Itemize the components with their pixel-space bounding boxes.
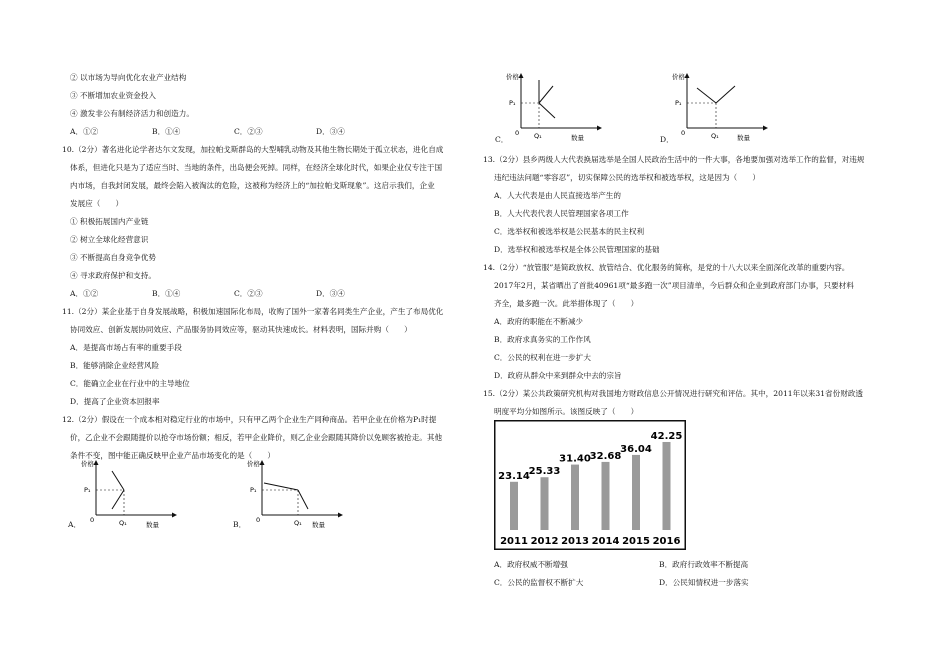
graph-d	[672, 70, 770, 142]
qty-label: 数量	[737, 134, 750, 142]
q1-label: Q₁	[534, 132, 542, 140]
curve-lower	[539, 103, 555, 118]
q9-option-a: A．①②	[70, 127, 99, 136]
qty-label: 数量	[146, 521, 159, 529]
qty-label: 数量	[571, 134, 584, 142]
bar-2013	[571, 465, 579, 530]
q9-option-c: C．②③	[234, 127, 263, 136]
bar-2012	[541, 477, 549, 530]
q10-option-d: D．③④	[316, 289, 345, 298]
q13-option-b: B．人大代表代表人民管理国家各项工作	[494, 209, 629, 218]
p1-label: P₁	[509, 99, 516, 107]
price-label: 价格	[672, 73, 685, 81]
q14-line-2: 2017年2月，某省晒出了首批40961项“最多跑一次”项目清单，今后群众和企业到政府部门办事，只要材料	[494, 281, 854, 290]
price-label: 价格	[506, 73, 519, 81]
q11-line-2: 协同效应、创新发展协同效应、产品服务协同效应等，驱动其快速成长。材料表明，国际并购（ ）	[70, 325, 412, 334]
graph-c-label: C．	[495, 135, 509, 144]
q10-line-2: 体系，但进化只是为了适应当时、当地的条件，出岛便会死掉。同样，在经济全球化时代，如果企业仅专注于国	[70, 163, 443, 172]
origin-label: 0	[90, 516, 95, 524]
q10-item-3: ③ 不断提高自身竞争优势	[70, 253, 156, 262]
q1-label: Q₁	[119, 519, 127, 527]
p1-label: P₁	[250, 486, 257, 494]
q13-option-d: D．选举权和被选举权是全体公民管理国家的基础	[494, 245, 660, 254]
value-label-2015: 36.04	[620, 443, 652, 455]
q11-option-a: A．是提高市场占有率的重要手段	[70, 343, 182, 352]
q10-option-b: B．①④	[152, 289, 181, 298]
graph-c	[506, 70, 604, 142]
q14-option-a: A．政府的职能在不断减少	[494, 317, 584, 326]
category-label-2016: 2016	[652, 536, 681, 547]
curve-left	[697, 88, 716, 103]
bar-2014	[602, 462, 610, 530]
q10-item-1: ① 积极拓展国内产业链	[70, 217, 149, 226]
bar-2011	[510, 482, 518, 530]
curve-branch	[539, 86, 553, 103]
category-label-2013: 2013	[561, 536, 589, 547]
curve-upper	[112, 471, 124, 490]
q10-option-c: C．②③	[234, 289, 263, 298]
graph-a	[81, 457, 179, 529]
q11-option-b: B．能够消除企业经营风险	[70, 361, 160, 370]
price-label: 价格	[247, 460, 260, 468]
graph-b-label: B．	[233, 520, 247, 529]
q14-option-c: C．公民的权利在进一步扩大	[494, 353, 591, 362]
curve-lower	[298, 490, 308, 509]
q9-item-2: ② 以市场为导向优化农业产业结构	[70, 73, 187, 82]
price-label: 价格	[81, 460, 94, 468]
q9-option-d: D．③④	[316, 127, 345, 136]
p1-label: P₁	[675, 99, 682, 107]
q15-line-1: 15.（2分）某公共政策研究机构对我国地方财政信息公开情况进行研究和评估。其中，2011年以来31省份财政透	[483, 389, 864, 398]
value-label-2013: 31.40	[559, 453, 591, 465]
value-label-2016: 42.25	[650, 430, 683, 442]
q15-option-b: B．政府行政效率不断提高	[659, 560, 749, 569]
p1-label: P₁	[84, 486, 91, 494]
curve-lower	[112, 490, 124, 509]
category-label-2011: 2011	[500, 536, 528, 547]
q10-line-4: 发展应（ ）	[70, 199, 124, 208]
q9-item-3: ③ 不断增加农业资金投入	[70, 91, 156, 100]
q1-label: Q₁	[711, 132, 719, 140]
bar-2016	[663, 442, 671, 530]
graph-a-label: A．	[68, 520, 82, 529]
q1-label: Q₁	[294, 519, 302, 527]
q9-option-b: B．①④	[152, 127, 181, 136]
category-label-2015: 2015	[622, 536, 650, 547]
q13-option-c: C．选举权和被选举权是公民基本的民主权利	[494, 227, 645, 236]
q15-option-c: C．公民的监督权不断扩大	[494, 578, 584, 587]
q15-option-a: A．政府权威不断增强	[494, 560, 568, 569]
bar-2015	[632, 455, 640, 530]
q13-option-a: A．人大代表是由人民直接选举产生的	[494, 191, 621, 200]
q11-option-d: D．提高了企业资本回报率	[70, 397, 160, 406]
value-label-2014: 32.68	[589, 450, 622, 462]
q10-line-1: 10.（2分）著名进化论学者达尔文发现，加拉帕戈斯群岛的大型哺乳动物及其他生物长期处于孤立状态，进化自成	[62, 145, 444, 154]
q14-option-b: B．政府求真务实的工作作风	[494, 335, 591, 344]
q12-line-1: 12.（2分）假设在一个成本相对稳定行业的市场中，只有甲乙两个企业生产同种商品。若甲企业在价格为P₁时提	[62, 415, 437, 424]
q11-option-c: C．能确立企业在行业中的主导地位	[70, 379, 190, 388]
q13-line-1: 13.（2分）县乡两级人大代表换届选举是全国人民政治生活中的一件大事，各地要加强对选举工作的监督，对违规	[483, 155, 865, 164]
value-label-2011: 23.14	[498, 470, 530, 482]
graph-b	[247, 457, 345, 529]
q12-line-3: 条件不变，图中能正确反映甲企业产品市场变化的是（ ）	[70, 451, 276, 460]
q10-line-3: 内市场，自我封闭发展，最终会陷入被淘汰的危险，这被称为经济上的“加拉帕戈斯现象”。这启示我们，企业	[70, 181, 435, 190]
category-label-2014: 2014	[591, 536, 620, 547]
curve-right	[716, 86, 735, 103]
origin-label: 0	[681, 129, 686, 137]
graph-d-label: D．	[660, 135, 674, 144]
q11-line-1: 11.（2分）某企业基于自身发展战略，积极加速国际化布局，收购了国外一家著名同类生产企业，产生了布局优化	[62, 307, 444, 316]
q13-line-2: 违纪违法问题“零容忍”，切实保障公民的选举权和被选举权，这是因为（ ）	[494, 173, 760, 182]
q14-line-3: 齐全，最多跑一次。此举措体现了（ ）	[494, 299, 639, 308]
value-label-2012: 25.33	[528, 466, 561, 478]
q15-option-d: D．公民知情权进一步落实	[659, 578, 749, 587]
q14-line-1: 14.（2分）“放管服”是简政放权、放管结合、优化服务的简称，是党的十八大以来全面深化改革的重要内容。	[483, 263, 850, 272]
q15-line-2: 明度平均分如图所示。该图反映了（ ）	[494, 407, 639, 416]
curve-upper	[264, 483, 298, 490]
origin-label: 0	[515, 129, 520, 137]
q9-item-4: ④ 激发非公有制经济活力和创造力。	[70, 109, 194, 118]
q14-option-d: D．政府从群众中来到群众中去的宗旨	[494, 371, 622, 380]
qty-label: 数量	[312, 521, 325, 529]
origin-label: 0	[256, 516, 261, 524]
category-label-2012: 2012	[530, 536, 559, 547]
q10-item-4: ④ 寻求政府保护和支持。	[70, 271, 156, 280]
transparency-bar-chart	[494, 420, 686, 550]
q10-item-2: ② 树立全球化经营意识	[70, 235, 149, 244]
q12-line-2: 价，乙企业不会跟随提价以抢夺市场份额；相反，若甲企业降价，则乙企业会跟随其降价以免顾客被抢走。其他	[70, 433, 443, 442]
q10-option-a: A．①②	[70, 289, 99, 298]
